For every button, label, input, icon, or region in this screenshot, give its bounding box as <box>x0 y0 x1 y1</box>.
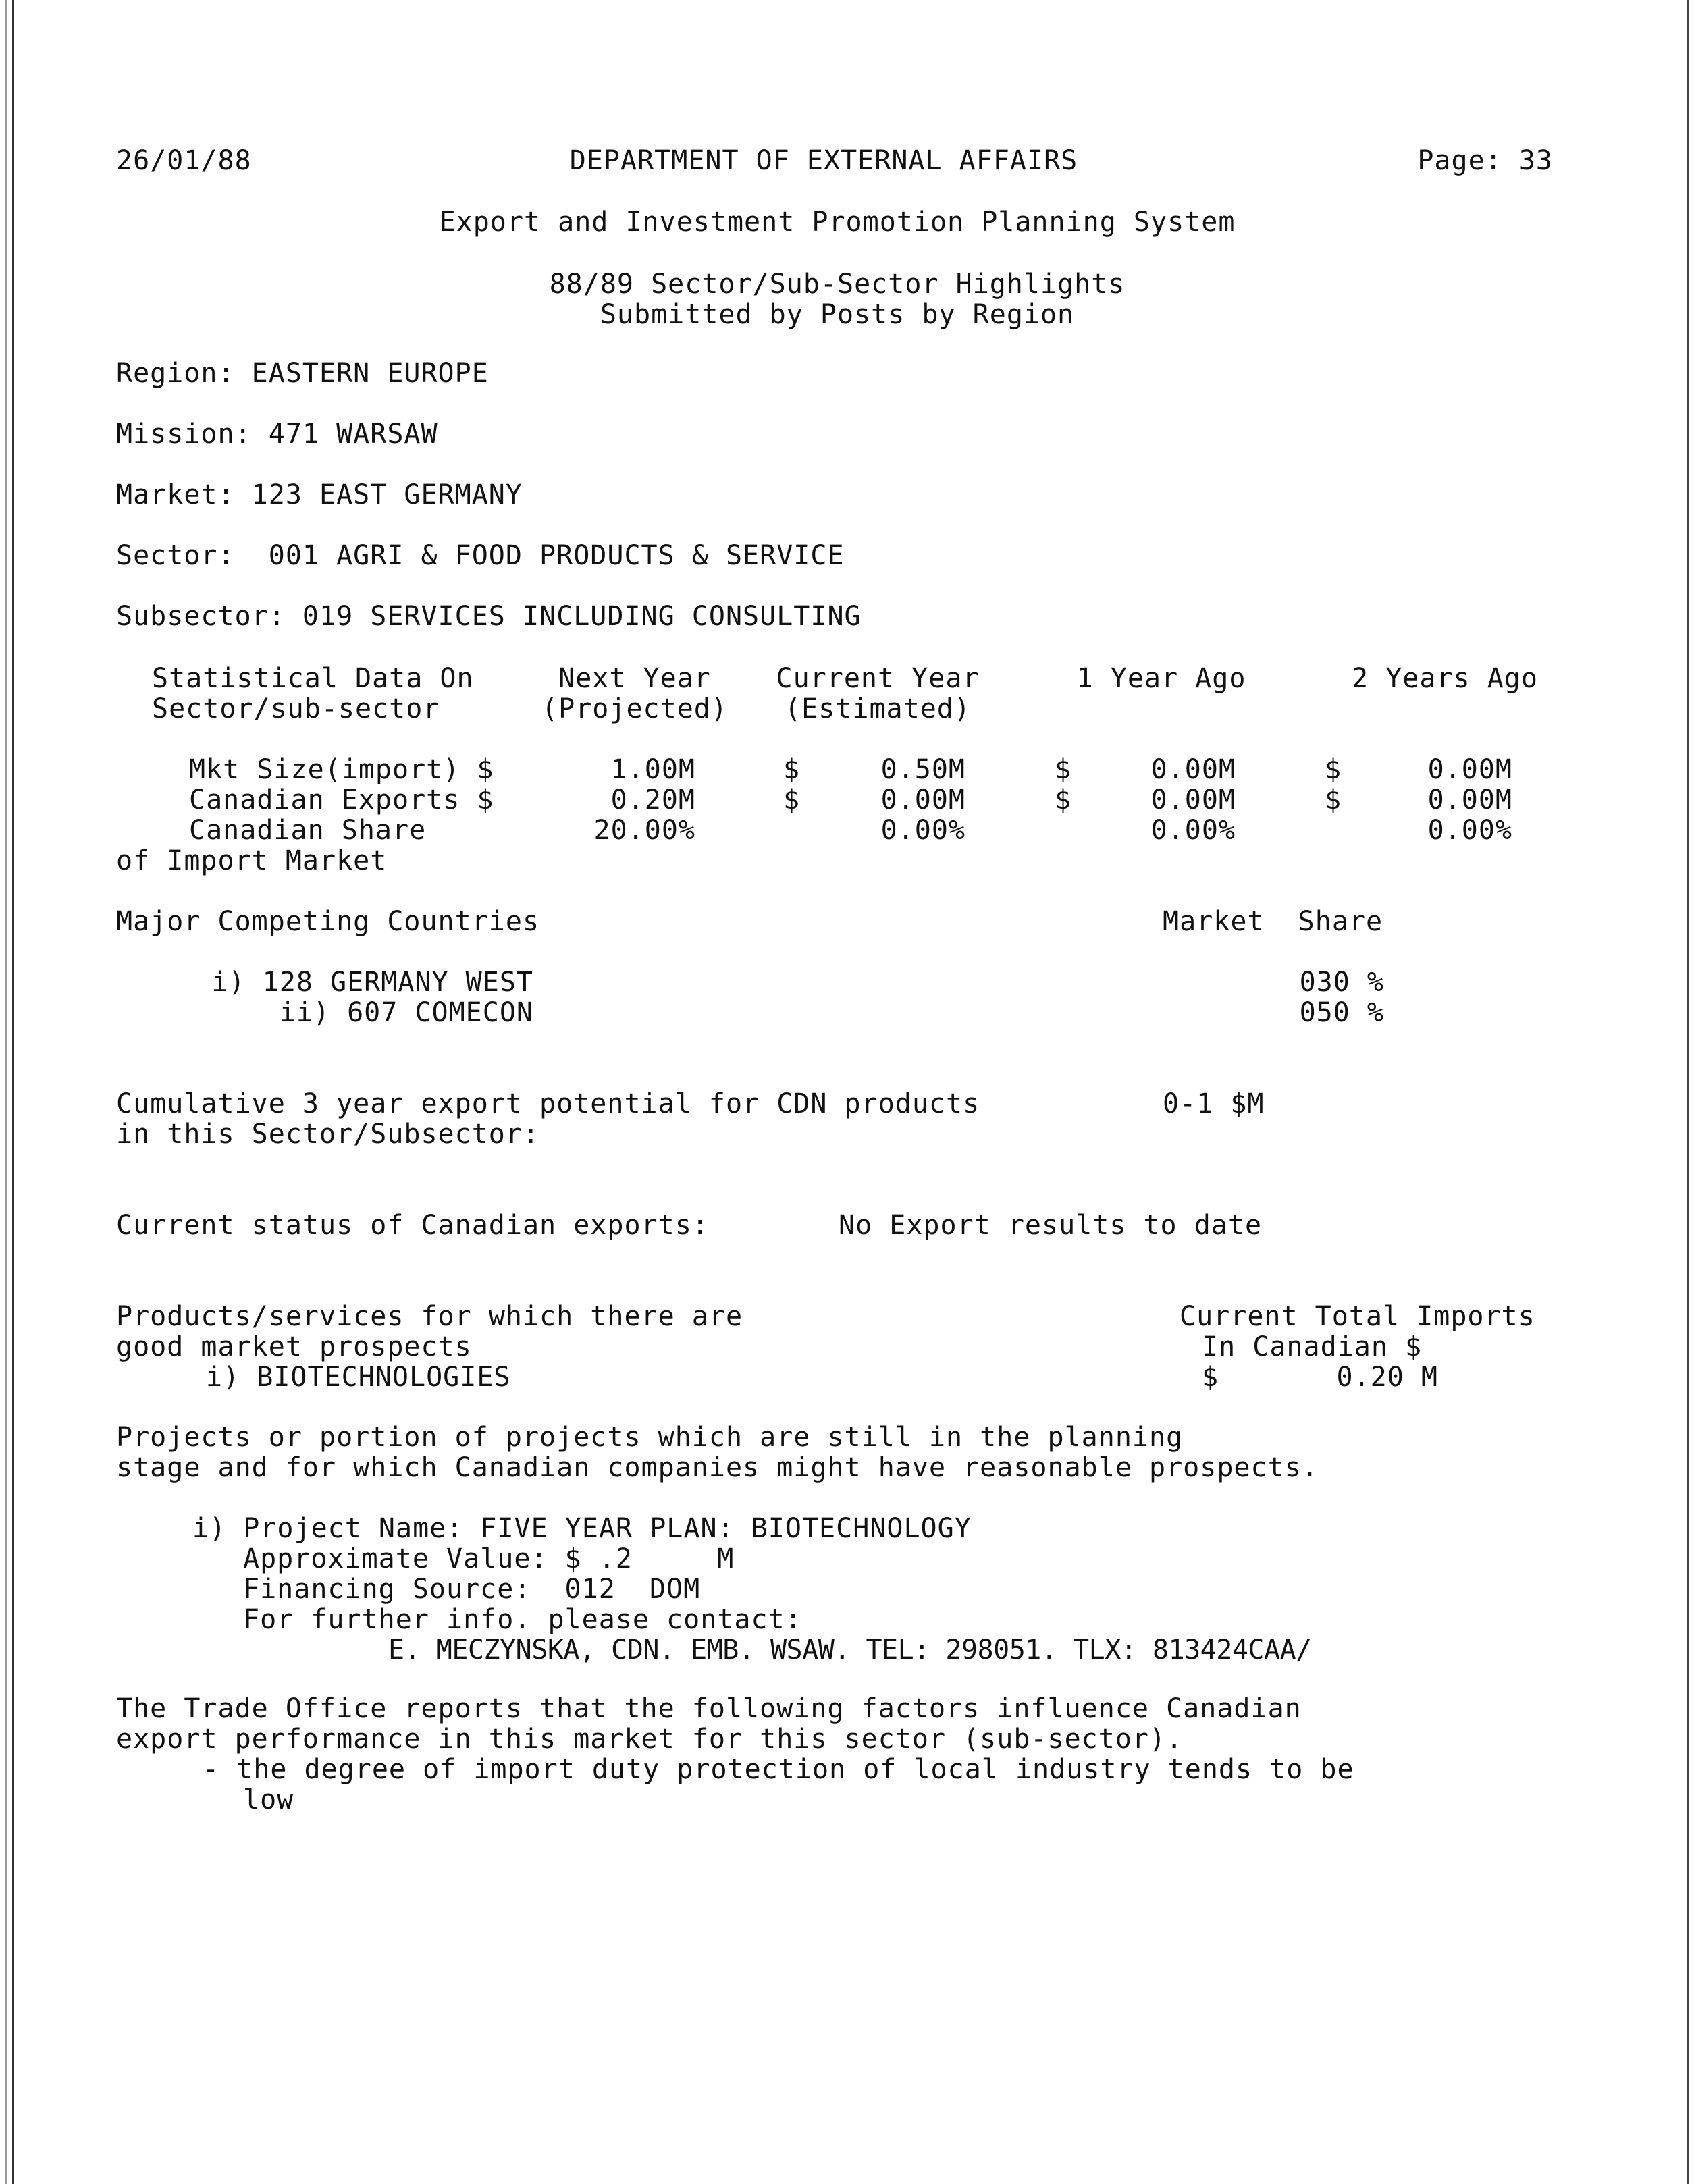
project-contact-label: For further info. please contact: <box>243 1604 802 1635</box>
factors-line1: The Trade Office reports that the following factors influence Canadian <box>116 1693 1302 1724</box>
competitor-share: 050 % <box>1299 997 1384 1028</box>
cell-currency: $ <box>783 784 801 816</box>
market-share-heading: Market Share <box>1163 906 1383 937</box>
competitor-item: ii) 607 COMECON <box>279 997 533 1028</box>
cell-value: 0.20M <box>610 784 695 816</box>
factors-line2: export performance in this market for this sector (sub-sector). <box>116 1724 1184 1755</box>
report-title: 88/89 Sector/Sub-Sector Highlights <box>549 269 1126 300</box>
cell-currency: $ <box>1055 754 1072 785</box>
factor-item-line1: - the degree of import duty protection of local industry tends to be <box>203 1754 1354 1785</box>
col-1-year-ago: 1 Year Ago <box>1076 663 1246 694</box>
cell-value: 0.00M <box>880 784 965 816</box>
cell-value: 0.00M <box>1150 784 1236 816</box>
project-value: Approximate Value: $ .2 M <box>243 1543 735 1574</box>
potential-value: 0-1 $M <box>1163 1088 1265 1119</box>
prospects-line1: Products/services for which there are <box>116 1301 743 1332</box>
department-title: DEPARTMENT OF EXTERNAL AFFAIRS <box>569 145 1078 176</box>
potential-line1: Cumulative 3 year export potential for CDN products <box>116 1088 980 1119</box>
cell-value: 20.00% <box>593 815 695 846</box>
imports-heading: Current Total Imports <box>1180 1301 1535 1332</box>
imports-currency: $ <box>1202 1362 1219 1393</box>
page-number: Page: 33 <box>1417 145 1553 176</box>
cell-value: 0.00% <box>1150 815 1236 846</box>
region-line: Region: EASTERN EUROPE <box>116 358 489 389</box>
col-next-year-sub: (Projected) <box>541 693 728 724</box>
row-label-canadian-exports: Canadian Exports $ <box>189 784 494 816</box>
competitors-heading: Major Competing Countries <box>116 906 540 937</box>
cell-value: 0.00M <box>1150 754 1236 785</box>
cell-value: 0.00M <box>1427 784 1512 816</box>
stats-heading-line2: Sector/sub-sector <box>152 693 440 724</box>
imports-subheading: In Canadian $ <box>1202 1331 1423 1362</box>
cell-currency: $ <box>1325 754 1342 785</box>
subsector-line: Subsector: 019 SERVICES INCLUDING CONSULTING <box>116 601 862 632</box>
cell-value: 0.50M <box>880 754 965 785</box>
stats-heading-line1: Statistical Data On <box>152 663 474 694</box>
cell-currency: $ <box>1055 784 1072 816</box>
status-value: No Export results to date <box>839 1210 1263 1241</box>
projects-line2: stage and for which Canadian companies might have reasonable prospects. <box>116 1452 1319 1483</box>
cell-value: 0.00% <box>1427 815 1512 846</box>
prospects-line2: good market prospects <box>116 1331 472 1362</box>
factor-item-line2: low <box>243 1784 294 1815</box>
col-current-year: Current Year <box>776 663 980 694</box>
status-label: Current status of Canadian exports: <box>116 1210 709 1241</box>
col-2-years-ago: 2 Years Ago <box>1352 663 1538 694</box>
cell-value: 0.00% <box>880 815 965 846</box>
competitor-item: i) 128 GERMANY WEST <box>211 967 533 998</box>
cell-currency: $ <box>783 754 801 785</box>
market-line: Market: 123 EAST GERMANY <box>116 479 523 510</box>
cell-value: 1.00M <box>610 754 695 785</box>
page-edge-shadow <box>5 0 7 2184</box>
cell-currency: $ <box>1325 784 1342 816</box>
cell-value: 0.00M <box>1427 754 1512 785</box>
col-current-year-sub: (Estimated) <box>785 693 971 724</box>
page-right-edge <box>1687 0 1689 2184</box>
imports-amount: 0.20 M <box>1336 1362 1438 1393</box>
report-date: 26/01/88 <box>116 145 252 176</box>
project-name: i) Project Name: FIVE YEAR PLAN: BIOTECHNOLOGY <box>192 1513 972 1544</box>
projects-line1: Projects or portion of projects which are still in the planning <box>116 1422 1184 1453</box>
project-financing: Financing Source: 012 DOM <box>243 1574 701 1605</box>
row-label-mkt-size: Mkt Size(import) $ <box>189 754 494 785</box>
system-title: Export and Investment Promotion Planning System <box>439 207 1236 238</box>
report-subtitle: Submitted by Posts by Region <box>600 299 1075 330</box>
row-label-canadian-share: Canadian Share <box>189 815 427 846</box>
competitor-share: 030 % <box>1299 967 1384 998</box>
mission-line: Mission: 471 WARSAW <box>116 419 438 450</box>
prospect-item: i) BIOTECHNOLOGIES <box>206 1362 511 1393</box>
page-left-edge <box>12 0 14 2184</box>
sector-line: Sector: 001 AGRI & FOOD PRODUCTS & SERVICE <box>116 540 845 571</box>
row-label-continuation: of Import Market <box>116 845 388 876</box>
potential-line2: in this Sector/Subsector: <box>116 1119 540 1150</box>
col-next-year: Next Year <box>558 663 711 694</box>
project-contact: E. MECZYNSKA, CDN. EMB. WSAW. TEL: 298051. TLX: 813424CAA/ <box>388 1634 1312 1666</box>
